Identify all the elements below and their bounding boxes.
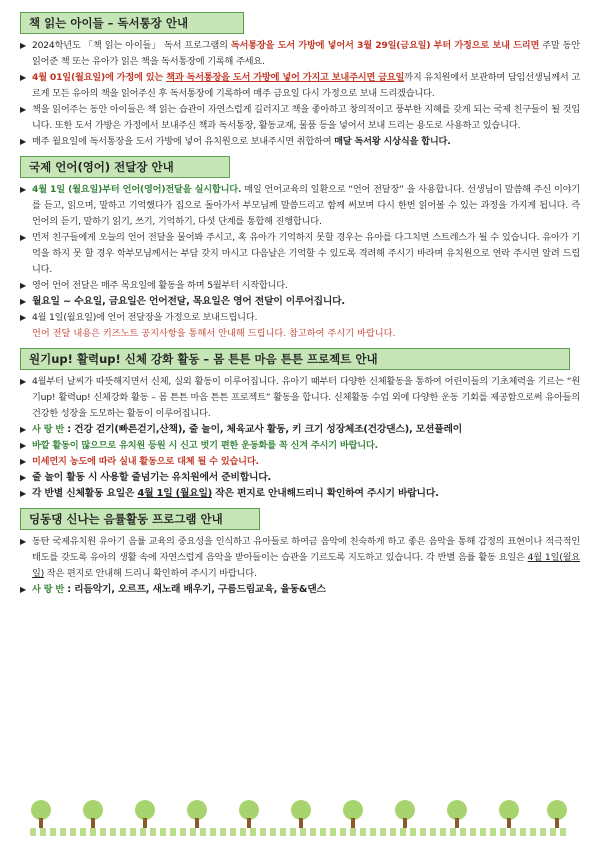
physical-item-6: ▶ 각 반별 신체활동 요일은 4월 1일 (월요일) 작은 편지로 안내해드리니 확인하여 주시기 바랍니다. bbox=[20, 486, 580, 502]
language-item-3: ▶ 영어 언어 전달은 매주 목요일에 활동을 하며 5월부터 시작합니다. bbox=[20, 278, 580, 294]
language-item-2: ▶ 먼저 친구들에게 오늘의 언어 전달을 물어봐 주시고, 혹 유아가 기억하지 못할 경우는 유아를 다그치면 스트레스가 될 수 있습니다. 유아가 기억을 하지 못 할 경우 학부모님께서는 부담 갖지 마시고 다음날은 기억할 수 있도록 격려해 주시기 바라며 유치원으로 연락 주시면 알려 드립니다. bbox=[20, 232, 580, 275]
arrow-right-icon: ▶ bbox=[20, 41, 26, 50]
arrow-right-icon: ▶ bbox=[20, 313, 26, 322]
reading-item-4: ▶ 매주 월요일에 독서통장을 도서 가방에 넣어 유치원으로 보내주시면 취합하여 매달 독서왕 시상식을 합니다. bbox=[20, 134, 580, 150]
arrow-right-icon: ▶ bbox=[20, 537, 26, 546]
arrow-right-icon: ▶ bbox=[20, 489, 26, 498]
physical-item-3: ▶ 바깥 활동이 많으므로 유치원 등원 시 신고 벗기 편한 운동화를 꼭 신겨 주시기 바랍니다. bbox=[20, 438, 580, 454]
reading-item-2: ▶ 4월 01일(월요일)에 가정에 있는 책과 독서통장을 도서 가방에 넣어 가지고 보내주시면 금요일까지 유치원에서 보관하며 담임선생님께서 고르게 모든 유아의 책을 읽어주신 후 독서통장에 기록하여 매주 금요일 다시 가정으로 보내 드리겠습니다. bbox=[20, 72, 580, 99]
arrow-right-icon: ▶ bbox=[20, 297, 26, 306]
reading-item-1: ▶ 2024학년도 「책 읽는 아이들」 독서 프로그램의 독서통장을 도서 가방에 넣어서 3월 29일(금요일) 부터 가정으로 보내 드리면 주말 동안 읽어준 책 또는 유아가 읽은 책을 독서통장에 기록해 주세요. bbox=[20, 40, 580, 67]
section-title-reading: 책 읽는 아이들 – 독서통장 안내 bbox=[20, 12, 244, 34]
arrow-right-icon: ▶ bbox=[20, 281, 26, 290]
arrow-right-icon: ▶ bbox=[20, 457, 26, 466]
arrow-right-icon: ▶ bbox=[20, 585, 26, 594]
arrow-right-icon: ▶ bbox=[20, 185, 26, 194]
arrow-right-icon: ▶ bbox=[20, 137, 26, 146]
language-item-5: ▶ 4월 1일(월요일)에 언어 전달장을 가정으로 보내드립니다. bbox=[20, 310, 580, 326]
language-item-4: ▶ 월요일 ~ 수요일, 금요일은 언어전달, 목요일은 영어 전달이 이루어집니다. bbox=[20, 294, 580, 310]
section-title-physical: 원기up! 활력up! 신체 강화 활동 – 몸 튼튼 마음 튼튼 프로젝트 안내 bbox=[20, 348, 570, 370]
newsletter-page bbox=[20, 12, 580, 598]
arrow-right-icon: ▶ bbox=[20, 425, 26, 434]
arrow-right-icon: ▶ bbox=[20, 377, 26, 386]
arrow-right-icon: ▶ bbox=[20, 73, 26, 82]
language-item-1: ▶ 4월 1일 (월요일)부터 언어(영어)전달을 실시합니다. 매일 언어교육의 일환으로 “언어 전달장” 을 사용합니다. 선생님이 말씀해 주신 이야기를 듣고, 읽으며, 말하고 기억했다가 집으로 돌아가서 부모님께 말씀드리고 함께 써보며 다시 한번 읽어볼 수 있는 과정을 가지게 됩니다. 즉 언어의 듣기, 말하기 읽기, 쓰기, 기억하기, 다섯 단계를 통합해 진행합니다. bbox=[20, 184, 580, 227]
physical-item-4: ▶ 미세먼지 농도에 따라 실내 활동으로 대체 될 수 있습니다. bbox=[20, 454, 580, 470]
physical-item-1: ▶ 4월부터 날씨가 따뜻해지면서 신체, 실외 활동이 이루어집니다. 유아기 때부터 다양한 신체활동을 통하여 어린이들의 기초체력을 기르는 “원기up! 활력up! 신체강화 활동 – 몸 튼튼 마음 튼튼 프로젝트” 활동을 합니다. 신체활동 수업 외에 다양한 운동 기회를 제공함으로써 유아들의 건강한 성장을 도모하는 활동이 이루어집니다. bbox=[20, 376, 580, 419]
music-item-2: ▶ 사 랑 반 : 리듬악기, 오르프, 새노래 배우기, 구름드림교육, 율동&댄스 bbox=[20, 582, 580, 598]
language-note: 언어 전달 내용은 키즈노트 공지사항을 통해서 안내해 드립니다. 참고하여 주시기 바랍니다. bbox=[32, 328, 396, 339]
section-title-language: 국제 언어(영어) 전달장 안내 bbox=[20, 156, 230, 178]
grass-strip bbox=[30, 828, 570, 836]
arrow-right-icon: ▶ bbox=[20, 233, 26, 242]
music-item-1: ▶ 동탄 국제유치원 유아기 음률 교육의 중요성을 인식하고 유아들로 하여금 음악에 친숙하게 하고 좋은 음악을 통해 감정의 표현이나 적극적인 태도를 갖도록 유아의 생활 속에 자연스럽게 음악을 받아들이는 습관을 기르도록 지도하고 있습니다. 각 반별 음률 활동 요일은 4월 1일(월요일) 작은 편지로 안내해 드리니 확인하여 주시기 바랍니다. bbox=[20, 536, 580, 579]
arrow-right-icon: ▶ bbox=[20, 441, 26, 450]
section-title-music: 딩동댕 신나는 음률활동 프로그램 안내 bbox=[20, 508, 260, 530]
physical-item-5: ▶ 줄 놀이 활동 시 사용할 줄넘기는 유치원에서 준비합니다. bbox=[20, 470, 580, 486]
arrow-right-icon: ▶ bbox=[20, 473, 26, 482]
physical-item-2: ▶ 사 랑 반 : 건강 걷기(빠른걷기,산책), 줄 놀이, 체육교사 활동, 키 크기 성장체조(건강댄스), 모션플레이 bbox=[20, 422, 580, 438]
arrow-right-icon: ▶ bbox=[20, 105, 26, 114]
reading-item-3: ▶ 책을 읽어주는 동안 아이들은 책 읽는 습관이 자연스럽게 길러지고 책을 좋아하고 창의적이고 풍부한 지혜를 갖게 되는 국제 친구들이 될 것입니다. 또한 도서 가방은 가정에서 보내주신 책과 독서통장, 활동교재, 물품 등을 넣어서 보내 드리는 용도로 사용하고 있습니다. bbox=[20, 104, 580, 131]
